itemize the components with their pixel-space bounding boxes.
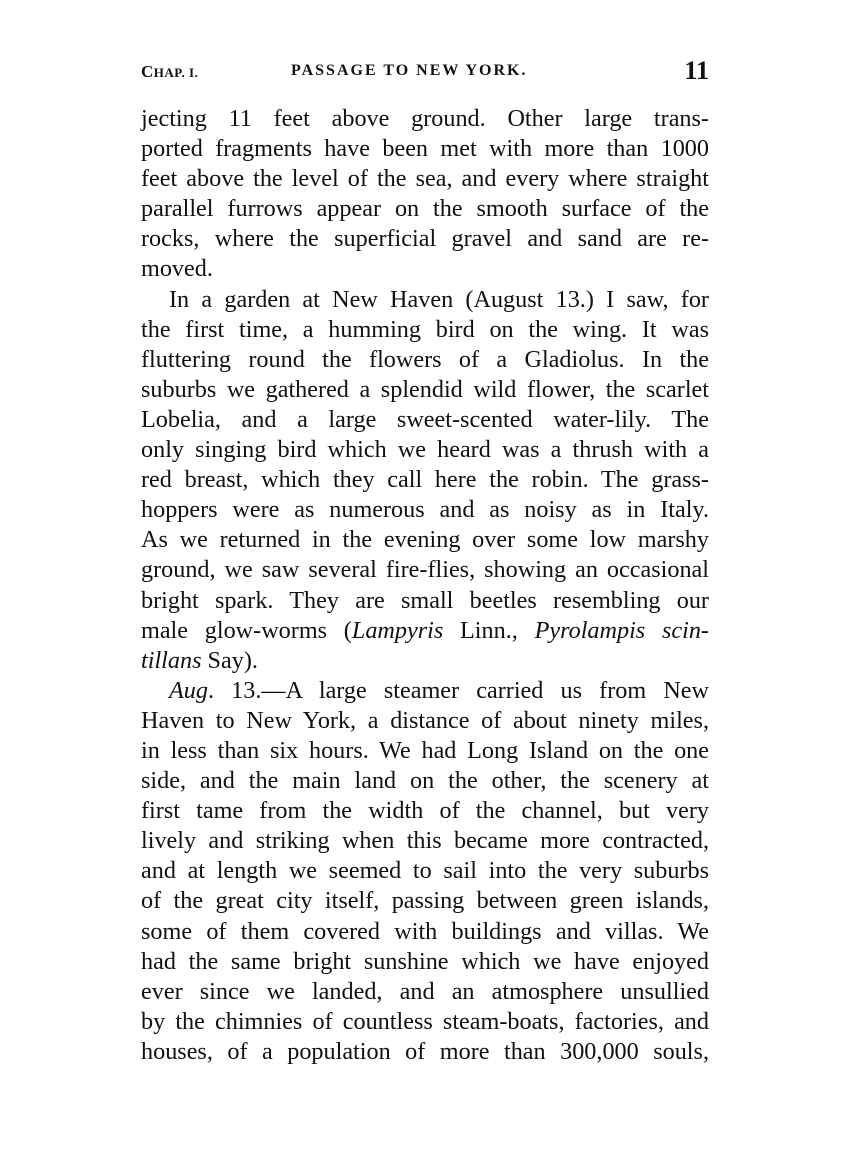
- text-run: Lobelia, and a large sweet-scented water-lily. The: [141, 405, 709, 433]
- text-run: moved.: [141, 255, 213, 283]
- text-line: [141, 706, 709, 736]
- text-line: [141, 315, 709, 345]
- text-run: and at length we seemed to sail into the very suburbs: [141, 857, 709, 885]
- text-line: [141, 886, 709, 916]
- running-head: [141, 58, 709, 92]
- italic-text: Aug: [169, 676, 208, 704]
- chapter-label: CHAP. I.: [141, 62, 199, 81]
- text-line: [141, 525, 709, 555]
- text-run: Say).: [201, 646, 258, 674]
- text-run: ever since we landed, and an atmosphere unsullied: [141, 977, 709, 1005]
- text-run: first tame from the width of the channel, but very: [141, 797, 709, 825]
- text-line: [141, 1037, 709, 1067]
- text-run: hoppers were as numerous and as noisy as in Italy.: [141, 496, 709, 524]
- text-run: by the chimnies of countless steam-boats, factories, and: [141, 1007, 709, 1035]
- text-run: the first time, a humming bird on the wing. It was: [141, 315, 709, 343]
- text-run: had the same bright sunshine which we have enjoyed: [141, 947, 709, 975]
- text-line: [141, 977, 709, 1007]
- text-line: [141, 285, 709, 315]
- text-run: houses, of a population of more than 300,000 souls,: [141, 1037, 709, 1065]
- text-line: [141, 917, 709, 947]
- italic-text: Pyrolampis scin-: [534, 616, 709, 644]
- text-line: [141, 586, 709, 616]
- text-line: [141, 435, 709, 465]
- text-run: fluttering round the flowers of a Gladiolus. In the: [141, 345, 709, 373]
- text-line: [141, 947, 709, 977]
- text-line: [141, 646, 709, 676]
- text-run: As we returned in the evening over some low marshy: [141, 526, 709, 554]
- text-line: [141, 1007, 709, 1037]
- text-line: [141, 345, 709, 375]
- text-line: [141, 254, 709, 284]
- text-line: [141, 375, 709, 405]
- text-run: some of them covered with buildings and villas. We: [141, 917, 709, 945]
- text-run: In a garden at New Haven (August 13.) I saw, for: [169, 285, 709, 313]
- text-line: [141, 164, 709, 194]
- text-run: red breast, which they call here the robin. The grass-: [141, 466, 709, 494]
- text-line: [141, 736, 709, 766]
- text-run: bright spark. They are small beetles resembling our: [141, 586, 709, 614]
- text-run: rocks, where the superficial gravel and sand are re-: [141, 225, 709, 253]
- text-run: . 13.—A large steamer carried us from New: [207, 676, 709, 704]
- text-run: in less than six hours. We had Long Island on the one: [141, 736, 709, 764]
- text-run: male glow-worms (: [141, 616, 352, 644]
- text-line: [141, 104, 709, 134]
- text-run: only singing bird which we heard was a thrush with a: [141, 436, 709, 464]
- text-run: lively and striking when this became more contracted,: [141, 827, 709, 855]
- text-line: [141, 134, 709, 164]
- text-line: [141, 616, 709, 646]
- italic-text: Lampyris: [351, 616, 444, 644]
- text-line: [141, 465, 709, 495]
- text-run: parallel furrows appear on the smooth surface of the: [141, 195, 709, 223]
- text-line: [141, 224, 709, 254]
- text-run: Haven to New York, a distance of about ninety miles,: [141, 706, 709, 734]
- text-line: [141, 766, 709, 796]
- text-line: [141, 676, 709, 706]
- text-run: ported fragments have been met with more than 1000: [141, 135, 709, 163]
- text-run: Linn.,: [443, 616, 535, 644]
- text-line: [141, 405, 709, 435]
- text-line: [141, 194, 709, 224]
- page-number: 11: [684, 56, 709, 85]
- italic-text: tillans: [141, 646, 202, 674]
- running-title: PASSAGE TO NEW YORK.: [291, 62, 528, 79]
- text-run: ground, we saw several fire-flies, showing an occasional: [141, 556, 709, 584]
- text-run: jecting 11 feet above ground. Other large trans-: [141, 105, 709, 132]
- text-run: side, and the main land on the other, the scenery at: [141, 767, 709, 795]
- text-line: [141, 796, 709, 826]
- text-line: [141, 856, 709, 886]
- text-line: [141, 495, 709, 525]
- text-run: feet above the level of the sea, and every where straight: [141, 165, 709, 193]
- text-run: suburbs we gathered a splendid wild flower, the scarlet: [141, 375, 709, 403]
- text-line: [141, 555, 709, 585]
- body-text: [141, 104, 709, 1067]
- text-run: of the great city itself, passing between green islands,: [141, 887, 709, 915]
- text-line: [141, 826, 709, 856]
